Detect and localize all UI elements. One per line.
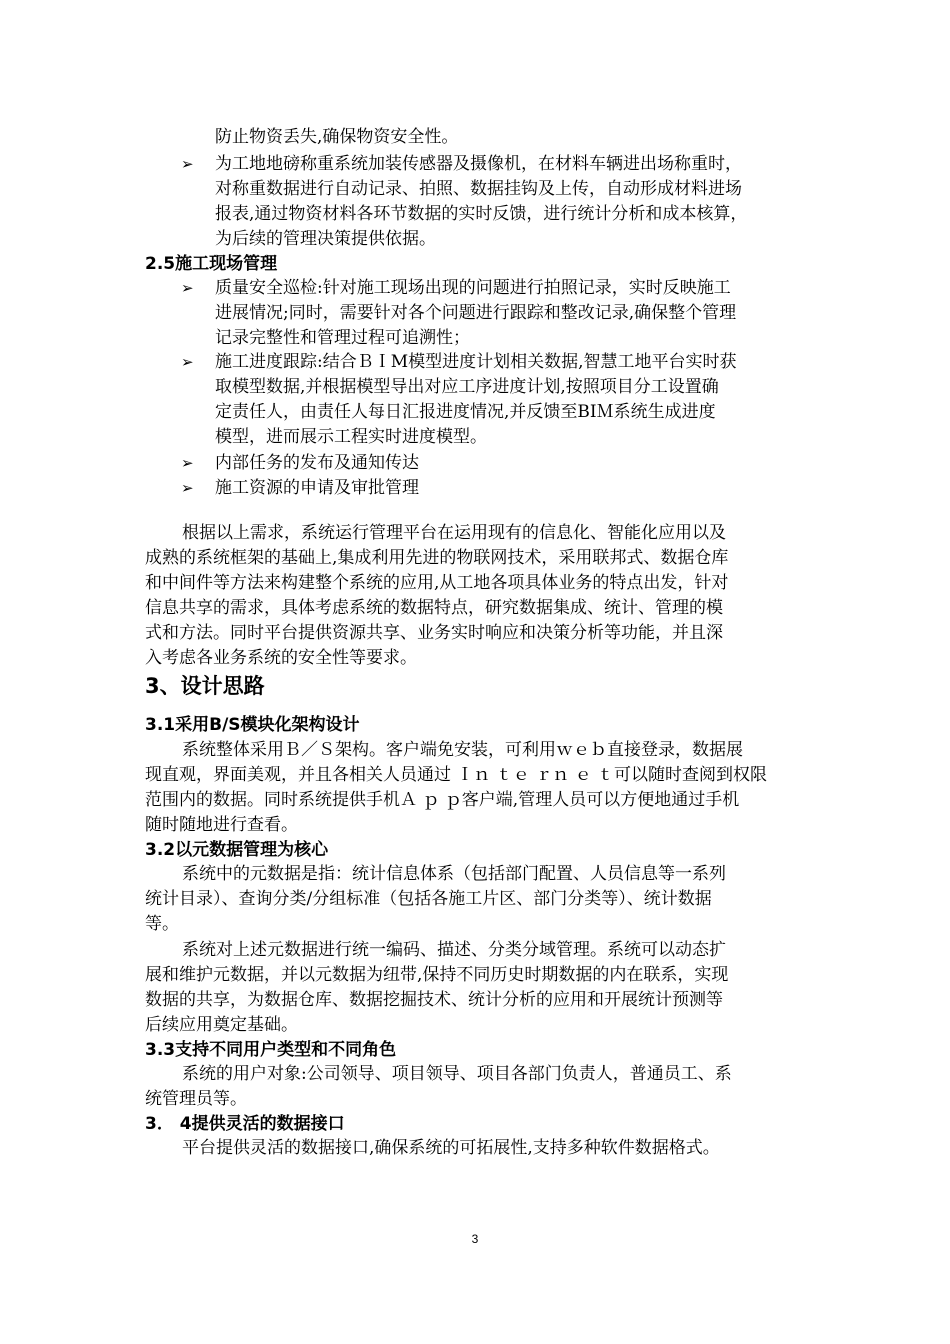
subsection-heading: 3.2以元数据管理为核心 <box>145 840 329 860</box>
body-text-line: 式和方法。同时平台提供资源共享、业务实时响应和决策分析等功能，并且深 <box>145 623 723 643</box>
arrow-bullet-icon: ➢ <box>181 479 194 497</box>
body-text-line: 根据以上需求，系统运行管理平台在运用现有的信息化、智能化应用以及 <box>182 523 726 543</box>
body-text-line: 系统中的元数据是指：统计信息体系（包括部门配置、人员信息等一系列 <box>182 864 726 884</box>
arrow-bullet-icon: ➢ <box>181 155 194 173</box>
body-text-line: 和中间件等方法来构建整个系统的应用,从工地各项具体业务的特点出发，针对 <box>145 573 729 593</box>
arrow-bullet-icon: ➢ <box>181 353 194 371</box>
body-text-line: 成熟的系统框架的基础上,集成利用先进的物联网技术，采用联邦式、数据仓库 <box>145 548 729 568</box>
body-text-line: 入考虑各业务系统的安全性等要求。 <box>145 648 417 668</box>
body-text-line: 对称重数据进行自动记录、拍照、数据挂钩及上传，自动形成材料进场 <box>215 179 742 199</box>
body-text-line: 系统对上述元数据进行统一编码、描述、分类分域管理。系统可以动态扩 <box>182 940 726 960</box>
body-text-line: 数据的共享，为数据仓库、数据挖掘技术、统计分析的应用和开展统计预测等 <box>145 990 723 1010</box>
body-text-line: 为后续的管理决策提供依据。 <box>215 229 436 249</box>
body-text-line: 信息共享的需求，具体考虑系统的数据特点，研究数据集成、统计、管理的模 <box>145 598 723 618</box>
body-text-line: 等。 <box>145 914 179 934</box>
body-text-line: 统管理员等。 <box>145 1089 247 1109</box>
subsection-heading: 3.1采用B/S模块化架构设计 <box>145 715 360 735</box>
body-text-line: 定责任人，由责任人每日汇报进度情况,并反馈至BIＭ系统生成进度 <box>215 402 716 422</box>
body-text-line: 展和维护元数据，并以元数据为纽带,保持不同历史时期数据的内在联系，实现 <box>145 965 729 985</box>
body-text-line: 平台提供灵活的数据接口,确保系统的可拓展性,支持多种软件数据格式。 <box>182 1138 720 1158</box>
arrow-bullet-icon: ➢ <box>181 454 194 472</box>
page-number: 3 <box>471 1232 479 1246</box>
body-text-line: 范围内的数据。同时系统提供手机Ａ ｐ ｐ客户端,管理人员可以方便地通过手机 <box>145 790 740 810</box>
bullet-item-text: 为工地地磅称重系统加装传感器及摄像机，在材料车辆进出场称重时， <box>215 154 742 174</box>
body-text-line: 防止物资丢失,确保物资安全性。 <box>215 127 459 147</box>
body-text-line: 后续应用奠定基础。 <box>145 1015 298 1035</box>
bullet-item-text: 内部任务的发布及通知传达 <box>215 453 419 473</box>
body-text-line: 系统整体采用Ｂ／Ｓ架构。客户端免安装，可利用ｗｅｂ直接登录，数据展 <box>182 740 743 760</box>
body-text-line: 统计目录）、查询分类/分组标准（包括各施工片区、部门分类等）、统计数据 <box>145 889 712 909</box>
body-text-line: 随时随地进行查看。 <box>145 815 298 835</box>
subsection-heading: 3.3支持不同用户类型和不同角色 <box>145 1040 397 1060</box>
body-text-line: 模型，进而展示工程实时进度模型。 <box>215 427 487 447</box>
body-text-line: 记录完整性和管理过程可追溯性； <box>215 328 470 348</box>
arrow-bullet-icon: ➢ <box>181 279 194 297</box>
section-heading: 3、设计思路 <box>145 674 265 698</box>
subsection-heading: 2.5施工现场管理 <box>145 254 278 274</box>
body-text-line: 取模型数据,并根据模型导出对应工序进度计划,按照项目分工设置确 <box>215 377 719 397</box>
bullet-item-text: 施工资源的申请及审批管理 <box>215 478 419 498</box>
bullet-item-text: 质量安全巡检:针对施工现场出现的问题进行拍照记录，实时反映施工 <box>215 278 731 298</box>
body-text-line: 现直观，界面美观，并且各相关人员通过 Ｉｎ ｔｅ ｒｎ ｅ ｔ可以随时查阅到权限 <box>145 765 768 785</box>
subsection-heading: 3． 4提供灵活的数据接口 <box>145 1114 345 1134</box>
bullet-item-text: 施工进度跟踪:结合ＢＩM模型进度计划相关数据,智慧工地平台实时获 <box>215 352 737 372</box>
body-text-line: 进展情况;同时，需要针对各个问题进行跟踪和整改记录,确保整个管理 <box>215 303 737 323</box>
body-text-line: 报表,通过物资材料各环节数据的实时反馈，进行统计分析和成本核算， <box>215 204 748 224</box>
body-text-line: 系统的用户对象:公司领导、项目领导、项目各部门负责人，普通员工、系 <box>182 1064 732 1084</box>
